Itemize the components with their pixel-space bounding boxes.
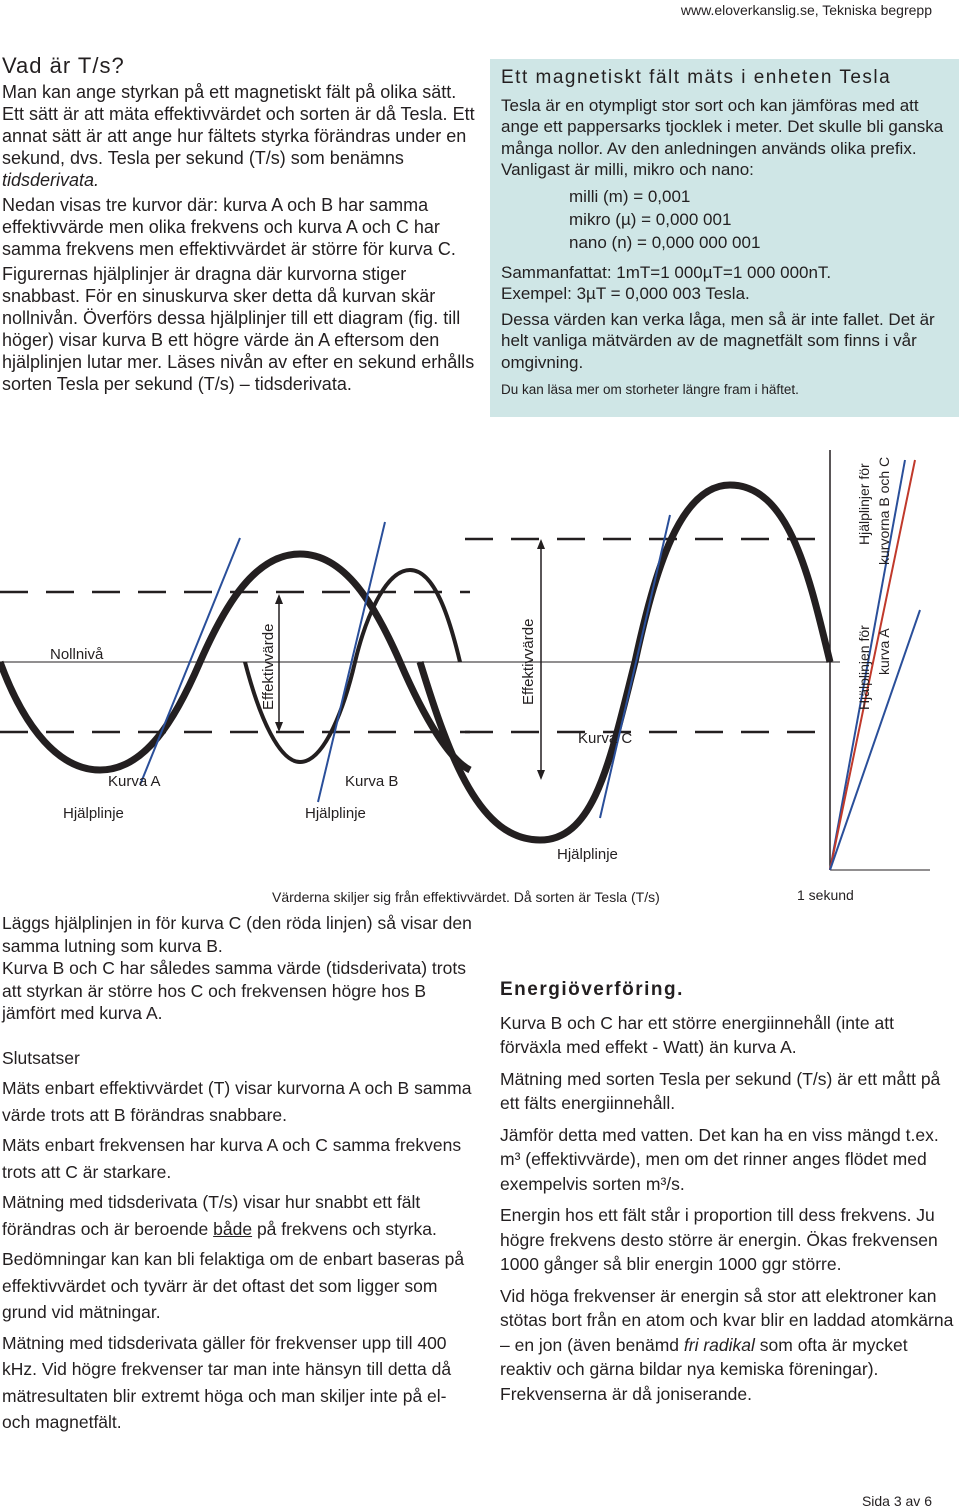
energy-paragraph-5: Vid höga frekvenser är energin så stor att elektroner kan stötas bort från en atom och kvar blir en laddad atomkärna – en jon (även benämd fri radikal som ofta är mycket reaktiv och gärna bildar nya kemiska föreningar). Frekvenserna är då joniserande. [500, 1285, 954, 1404]
tesla-intro: Tesla är en otympligt stor sort och kan jämföras med att ange ett pappersarks tjocklek i meter. Det skulle bli ganska många nollor. Av den anledningen används olika prefix. Vanligast är milli, mikro och nano: [501, 95, 944, 179]
label-hjalplinje-b: Hjälplinje [305, 805, 366, 822]
term-fri-radikal: fri radikal [683, 1334, 755, 1355]
label-effektivvarde-c: Effektivvärde [520, 618, 537, 705]
label-hjalplinje-a: Hjälplinje [63, 805, 124, 822]
conclusion-tidsderivata: Mätning med tidsderivata (T/s) visar hur snabbt ett fält förändras och är beroende både på frekvens och styrka. [2, 1192, 437, 1239]
derivative-guide-c [830, 460, 915, 870]
paragraph-intro: Man kan ange styrkan på ett magnetiskt fält på olika sätt. Ett sätt är att mäta effektivvärdet och sorten är då Tesla. Ett annat sätt är att ange hur fältets styrka förändras under en sekund, dvs. Tesla per sekund (T/s) som benämns tidsderivata. [2, 82, 475, 190]
arrow-head-up-c [537, 539, 545, 549]
prefix-mikro: mikro (µ) = 0,000 001 [569, 209, 732, 229]
page-number: Sida 3 av 6 [861, 1493, 932, 1509]
heading-vad-ar-ts: Vad är T/s? [2, 53, 125, 78]
label-hjalplinjer-bc-2: kurvorna B och C [876, 456, 892, 565]
tesla-note: Dessa värden kan verka låga, men så är inte fallet. Det är helt vanliga mätvärden av de magnetfält som finns i vår omgivning. [501, 309, 935, 372]
label-kurva-b: Kurva B [345, 773, 399, 790]
paragraph-guides: Figurernas hjälplinjer är dragna där kurvorna stiger snabbast. För en sinuskurva sker detta då kurvan skär nollnivån. Överförs dessa hjälplinjer till ett diagram (fig. till höger) visar kurva B ett högre värde än A eftersom den hjälplinjen lutar mer. Läses nivån av efter en sekund erhålls sorten Tesla per sekund (T/s) – tidsderivata. [2, 264, 475, 394]
section-conclusions [2, 912, 472, 1440]
guide-line-c [600, 515, 670, 818]
conclusion-effektivvarde: Mäts enbart effektivvärdet (T) visar kurvorna A och B samma värde trots att B förändras snabbare. [2, 1078, 472, 1125]
term-tidsderivata: tidsderivata. [2, 170, 100, 190]
label-effektivvarde-ab: Effektivvärde [260, 623, 277, 710]
arrow-head-up-ab [275, 594, 283, 604]
arrow-head-down-ab [275, 722, 283, 732]
intro-block [2, 912, 472, 1025]
section-energy [500, 978, 955, 1413]
tesla-summary: Sammanfattat: 1mT=1 000µT=1 000 000nT. [501, 262, 832, 282]
tesla-example: Exempel: 3µT = 0,000 003 Tesla. [501, 284, 750, 303]
tesla-small-note: Du kan läsa mer om storheter längre fram i häftet. [501, 382, 799, 397]
tesla-info-box [490, 59, 959, 417]
label-hjalplinjer-bc-1: Hjälplinjer för [856, 463, 872, 545]
label-caption: Värderna skiljer sig från effektivvärdet. Då sorten är Tesla (T/s) [272, 889, 660, 905]
label-nollniva: Nollnivå [50, 646, 104, 663]
section-what-is-ts [2, 55, 480, 398]
energy-paragraph-2: Mätning med sorten Tesla per sekund (T/s) är ett mått på ett fälts energiinnehåll. [500, 1068, 941, 1113]
sine-curves-diagram [0, 430, 960, 910]
label-kurva-a: Kurva A [108, 773, 161, 790]
arrow-head-down-c [537, 770, 545, 780]
label-kurva-c: Kurva C [578, 730, 633, 747]
prefix-nano: nano (n) = 0,000 000 001 [569, 232, 761, 252]
intro-paragraph-2: Kurva B och C har således samma värde (tidsderivata) trots att styrkan är större hos C och frekvensen högre hos B jämfört med kurva A. [2, 958, 466, 1023]
heading-tesla: Ett magnetiskt fält mäts i enheten Tesla [501, 67, 892, 88]
label-hjalplinjen-a-2: kurva A [876, 628, 892, 675]
conclusion-bedomningar: Bedömningar kan kan bli felaktiga om de enbart baseras på effektivvärdet och tyvärr är det oftast det som ligger som grund vid mätningar. [2, 1249, 465, 1322]
intro-paragraph-1: Läggs hjälplinjen in för kurva C (den röda linjen) så visar den samma lutning som kurva B. [2, 913, 472, 956]
conclusion-400khz: Mätning med tidsderivata gäller för frekvenser upp till 400 kHz. Vid högre frekvenser tar man inte hänsyn till detta då mätresultaten blir extremt höga och man skiljer inte på el- och magnetfält. [2, 1332, 452, 1432]
paragraph-curves: Nedan visas tre kurvor där: kurva A och B har samma effektivvärde men olika frekvens och kurva A och C har samma frekvens men effektivvärdet är större för kurva C. [2, 195, 456, 259]
prefix-milli: milli (m) = 0,001 [569, 186, 691, 206]
slutsatser-title: Slutsatser [2, 1047, 80, 1068]
underlined-bada: både [213, 1218, 253, 1239]
label-one-second: 1 sekund [797, 887, 854, 903]
conclusion-frekvens: Mäts enbart frekvensen har kurva A och C samma frekvens trots att C är starkare. [2, 1135, 462, 1182]
header-site: www.eloverkanslig.se, Tekniska begrepp [680, 2, 932, 18]
energy-paragraph-4: Energin hos ett fält står i proportion till dess frekvens. Ju högre frekvens desto större är energin. Ökas frekvensen 1000 gånger så blir energin 1000 ggr större. [500, 1205, 938, 1274]
prefix-list [569, 185, 949, 254]
heading-energioverforing: Energiöverföring. [500, 979, 684, 1000]
label-hjalplinje-c: Hjälplinje [557, 846, 618, 863]
energy-paragraph-3: Jämför detta med vatten. Det kan ha en viss mängd t.ex. m³ (effektivvärde), men om det rinner anges flödet med exempelvis sorten m³/s. [500, 1124, 939, 1194]
energy-paragraph-1: Kurva B och C har ett större energiinnehåll (inte att förväxla med effekt - Watt) än kurva A. [500, 1012, 894, 1057]
label-hjalplinjen-a-1: Hjälplinjen för [856, 625, 872, 710]
